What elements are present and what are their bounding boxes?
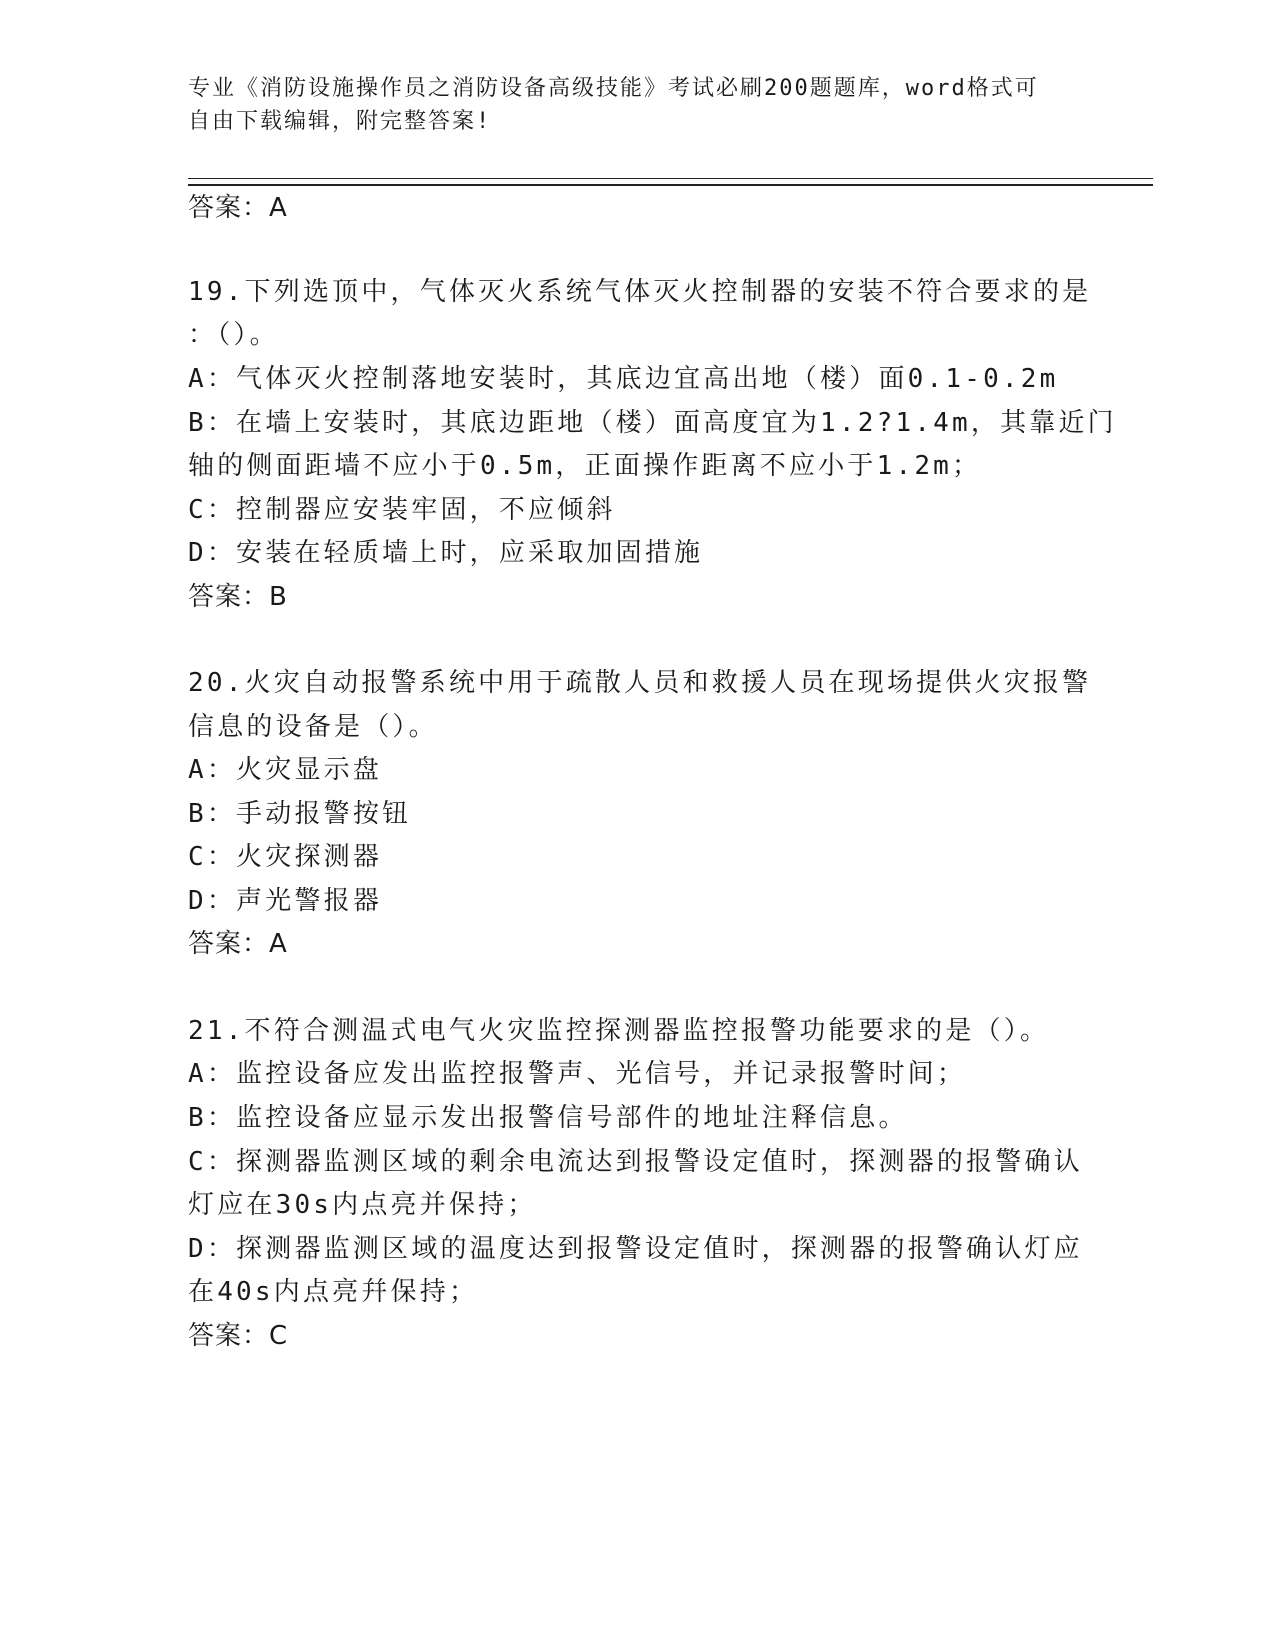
option-c: 灯应在30s内点亮并保持； bbox=[188, 1190, 537, 1220]
question-stem: 20.火灾自动报警系统中用于疏散人员和救援人员在现场提供火灾报警 bbox=[188, 668, 1092, 698]
header-line-2: 自由下载编辑，附完整答案! bbox=[188, 109, 492, 134]
option-a: A：气体灭火控制落地安装时，其底边宜高出地（楼）面0.1-0.2m bbox=[188, 364, 1059, 394]
option-c: C：控制器应安装牢固，不应倾斜 bbox=[188, 495, 616, 525]
previous-answer: 答案：A bbox=[188, 193, 288, 223]
option-d: D：探测器监测区域的温度达到报警设定值时，探测器的报警确认灯应 bbox=[188, 1234, 1083, 1264]
answer: 答案：B bbox=[188, 582, 288, 612]
question-stem: 19.下列选顶中，气体灭火系统气体灭火控制器的安装不符合要求的是 bbox=[188, 277, 1092, 307]
option-a: A：火灾显示盘 bbox=[188, 755, 383, 785]
question-stem: ：（）。 bbox=[188, 320, 279, 350]
option-d: D：安装在轻质墙上时，应采取加固措施 bbox=[188, 538, 704, 568]
option-d: 在40s内点亮幷保持； bbox=[188, 1277, 479, 1307]
document-header bbox=[188, 72, 1068, 138]
option-b: B：在墙上安装时，其底边距地（楼）面高度宜为1.2?1.4m，其靠近门 bbox=[188, 408, 1117, 438]
answer: 答案：A bbox=[188, 929, 288, 959]
option-a: A：监控设备应发出监控报警声、光信号，并记录报警时间； bbox=[188, 1059, 967, 1089]
question-stem: 信息的设备是（）。 bbox=[188, 712, 438, 742]
option-c: C：火灾探测器 bbox=[188, 842, 383, 872]
header-line-1: 专业《消防设施操作员之消防设备高级技能》考试必刷200题题库，word格式可 bbox=[188, 76, 1039, 101]
option-b: 轴的侧面距墙不应小于0.5m，正面操作距离不应小于1.2m； bbox=[188, 451, 982, 481]
header-divider bbox=[188, 178, 1153, 186]
option-b: B：手动报警按钮 bbox=[188, 799, 412, 829]
answer: 答案：C bbox=[188, 1321, 289, 1351]
option-d: D：声光警报器 bbox=[188, 886, 383, 916]
question-stem: 21.不符合测温式电气火灾监控探测器监控报警功能要求的是（）。 bbox=[188, 1016, 1050, 1046]
option-b: B：监控设备应显示发出报警信号部件的地址注释信息。 bbox=[188, 1103, 908, 1133]
option-c: C：探测器监测区域的剩余电流达到报警设定值时，探测器的报警确认 bbox=[188, 1147, 1083, 1177]
